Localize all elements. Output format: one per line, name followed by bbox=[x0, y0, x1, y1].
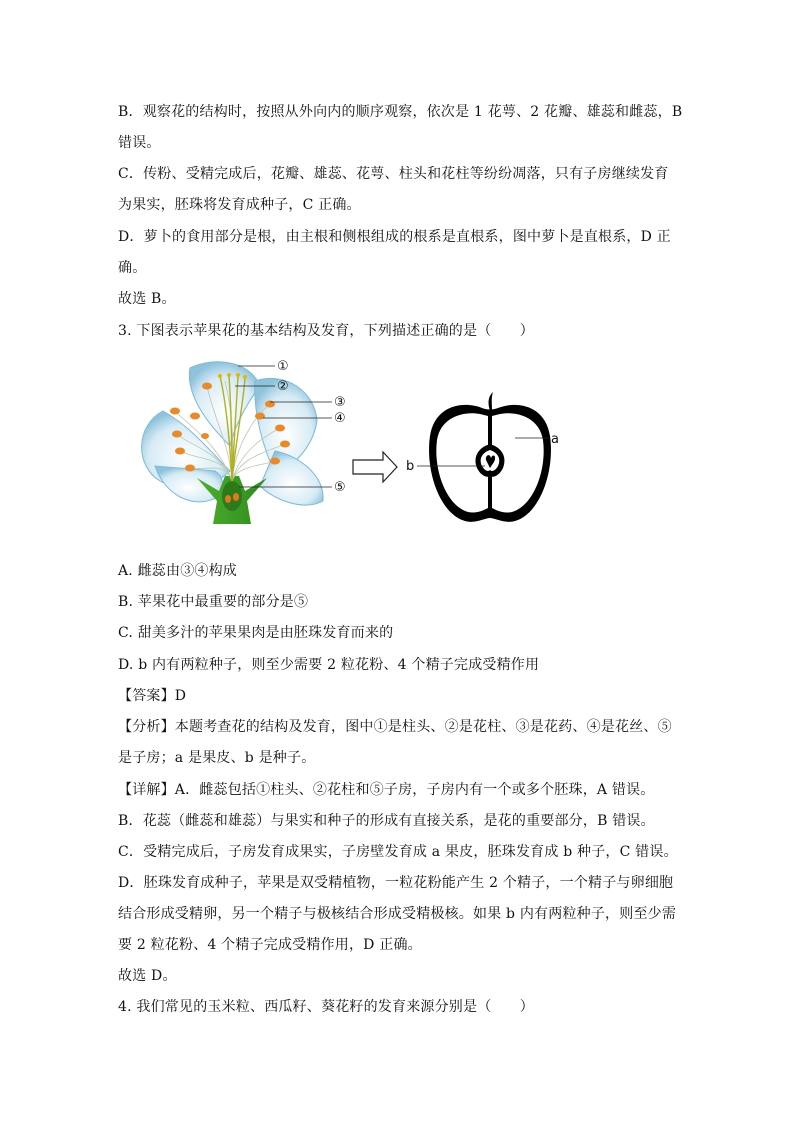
detail-line: 结合形成受精卵，另一个精子与极核结合形成受精极核。如果 b 内有两粒种子，则至少需 bbox=[118, 906, 677, 922]
detail-line: 【详解】A．雌蕊包括①柱头、②花柱和⑤子房，子房内有一个或多个胚珠，A 错误。 bbox=[118, 782, 655, 798]
label-a: a bbox=[551, 432, 559, 447]
text-line: D．萝卜的食用部分是根，由主根和侧根组成的根系是直根系，图中萝卜是直根系，D 正 bbox=[118, 229, 671, 245]
option-c: C. 甜美多汁的苹果果肉是由胚珠发育而来的 bbox=[118, 625, 394, 641]
label-1: ① bbox=[277, 359, 289, 374]
question-4-stem: 4. 我们常见的玉米粒、西瓜籽、葵花籽的发育来源分别是（ ） bbox=[118, 999, 535, 1015]
text-line: B．观察花的结构时，按照从外向内的顺序观察，依次是 1 花萼、2 花瓣、雄蕊和雌蕊，B bbox=[118, 104, 683, 120]
detail-line: 要 2 粒花粉、4 个精子完成受精作用，D 正确。 bbox=[118, 937, 422, 953]
analysis-line: 【分析】本题考查花的结构及发育，图中①是柱头、②是花柱、③是花药、④是花丝、⑤ bbox=[118, 719, 672, 735]
text-line: C．传粉、受精完成后，花瓣、雄蕊、花萼、柱头和花柱等纷纷凋落，只有子房继续发育 bbox=[118, 166, 669, 182]
text-line: 确。 bbox=[118, 260, 147, 276]
apple-fruit-section bbox=[429, 392, 551, 522]
detail-line: D．胚珠发育成种子，苹果是双受精植物，一粒花粉能产生 2 个精子，一个精子与卵细胞 bbox=[118, 875, 674, 891]
detail-line: B．花蕊（雌蕊和雄蕊）与果实和种子的形成有直接关系，是花的重要部分，B 错误。 bbox=[118, 813, 655, 829]
label-2: ② bbox=[277, 379, 289, 394]
apple-flower-figure bbox=[135, 356, 575, 536]
text-line: 错误。 bbox=[118, 135, 161, 151]
label-3: ③ bbox=[334, 395, 346, 410]
text-line: 故选 B。 bbox=[118, 291, 176, 307]
question-3-stem: 3. 下图表示苹果花的基本结构及发育，下列描述正确的是（ ） bbox=[118, 323, 535, 339]
option-b: B. 苹果花中最重要的部分是⑤ bbox=[118, 594, 309, 610]
development-arrow-icon bbox=[353, 452, 397, 482]
option-a: A. 雌蕊由③④构成 bbox=[118, 563, 238, 579]
label-4: ④ bbox=[334, 411, 346, 426]
label-b: b bbox=[406, 459, 415, 474]
analysis-line: 是子房；a 是果皮、b 是种子。 bbox=[118, 750, 316, 766]
flower-diagram bbox=[135, 356, 575, 536]
option-d: D. b 内有两粒种子，则至少需要 2 粒花粉、4 个精子完成受精作用 bbox=[118, 657, 540, 673]
detail-line: 故选 D。 bbox=[118, 968, 177, 984]
label-5: ⑤ bbox=[334, 480, 346, 495]
detail-line: C．受精完成后，子房发育成果实，子房壁发育成 a 果皮，胚珠发育成 b 种子，C 错误。 bbox=[118, 844, 678, 860]
answer-line: 【答案】D bbox=[118, 688, 187, 704]
text-line: 为果实，胚珠将发育成种子，C 正确。 bbox=[118, 197, 361, 213]
